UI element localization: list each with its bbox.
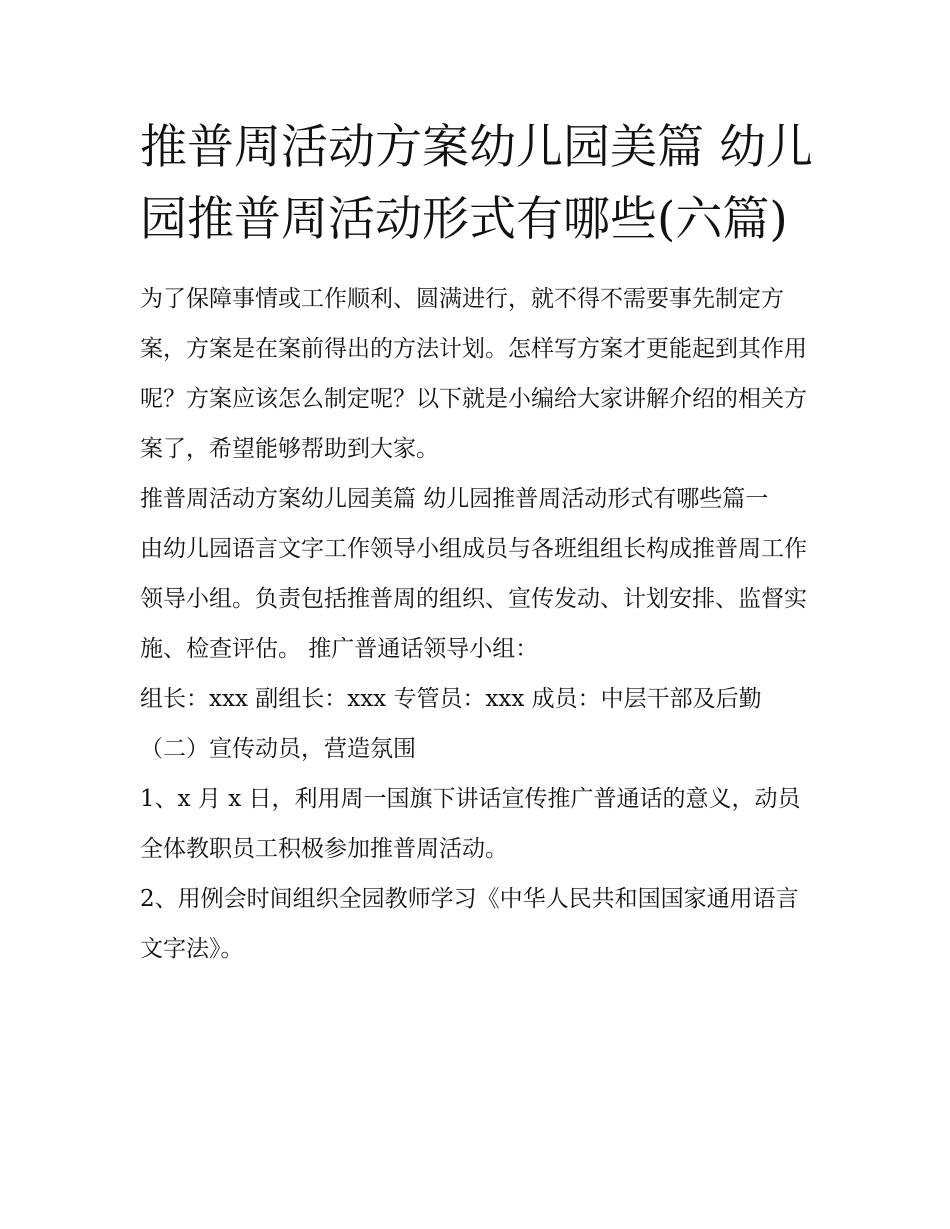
section-heading: 推普周活动方案幼儿园美篇 幼儿园推普周活动形式有哪些篇一 xyxy=(140,486,769,512)
list-item: 2、用例会时间组织全园教师学习《中华人民共和国国家通用语言文字法》。 xyxy=(140,886,799,962)
document-title: 推普周活动方案幼儿园美篇 幼儿园推普周活动形式有哪些(六篇) xyxy=(140,120,813,247)
body-paragraph: 组长：xxx 副组长：xxx 专管员：xxx 成员：中层干部及后勤 xyxy=(140,686,762,712)
body-paragraph: 由幼儿园语言文字工作领导小组成员与各班组组长构成推普周工作领导小组。负责包括推普周的组织、宣传发动、计划安排、监督实施、检查评估。 推广普通话领导小组： xyxy=(140,536,807,662)
subheading: （二）宣传动员，营造氛围 xyxy=(140,736,416,762)
document-page xyxy=(140,112,820,974)
intro-paragraph: 为了保障事情或工作顺利、圆满进行，就不得不需要事先制定方案，方案是在案前得出的方法计划。怎样写方案才更能起到其作用呢？方案应该怎么制定呢？以下就是小编给大家讲解介绍的相关方案了，希望能够帮助到大家。 xyxy=(140,286,807,462)
list-item: 1、x 月 x 日，利用周一国旗下讲话宣传推广普通话的意义，动员全体教职员工积极参加推普周活动。 xyxy=(140,786,801,862)
